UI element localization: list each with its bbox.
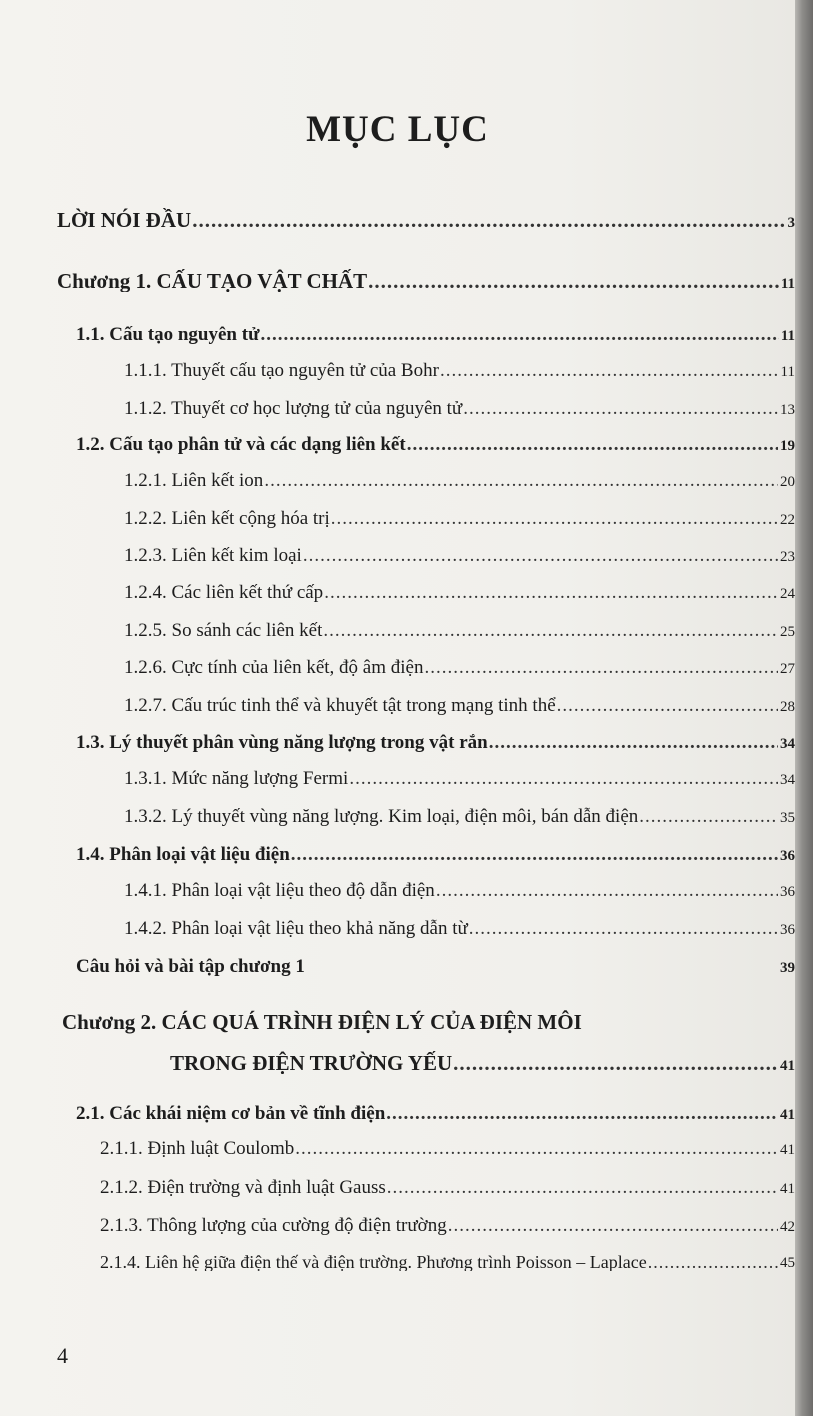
toc-entry bbox=[76, 314, 795, 344]
toc-leader bbox=[489, 733, 778, 752]
toc-entry bbox=[57, 262, 795, 292]
toc-entry-label: 1.4. Phân loại vật liệu điện bbox=[76, 844, 290, 864]
toc-entry-page: 23 bbox=[780, 549, 795, 565]
toc-entry bbox=[124, 388, 795, 418]
toc-entry-page: 11 bbox=[780, 276, 795, 292]
toc-leader bbox=[260, 325, 778, 344]
toc-entry-label: 2.1.2. Điện trường và định luật Gauss bbox=[100, 1177, 386, 1197]
toc-entry-label: 2.1.4. Liên hệ giữa điện thế và điện trường. Phương trình Poisson – Laplace bbox=[100, 1252, 647, 1271]
toc-leader bbox=[463, 399, 778, 418]
toc-entry-label: 1.4.2. Phân loại vật liệu theo khả năng dẫn từ bbox=[124, 918, 468, 938]
toc-entry bbox=[124, 796, 795, 826]
toc-entry-page: 24 bbox=[780, 586, 795, 602]
toc-entry-page: 36 bbox=[780, 884, 795, 900]
toc-leader bbox=[323, 621, 778, 640]
page-title: MỤC LỤC bbox=[306, 109, 489, 150]
toc-entry-page: 11 bbox=[780, 364, 795, 380]
toc-entry bbox=[76, 946, 795, 976]
toc-leader bbox=[386, 1104, 778, 1123]
toc-entry-page: 41 bbox=[780, 1181, 795, 1197]
toc-entry bbox=[76, 1093, 795, 1123]
toc-entry-label: 1.2. Cấu tạo phân tử và các dạng liên kết bbox=[76, 434, 406, 454]
toc-entry bbox=[100, 1128, 795, 1158]
toc-entry-page: 41 bbox=[780, 1107, 795, 1123]
toc-entry-page: 41 bbox=[780, 1142, 795, 1158]
toc-entry bbox=[124, 498, 795, 528]
toc-entry-label: 2.1.3. Thông lượng của cường độ điện trường bbox=[100, 1215, 447, 1235]
toc-leader bbox=[436, 881, 778, 900]
toc-entry bbox=[124, 610, 795, 640]
toc-entry-label: Chương 1. CẤU TẠO VẬT CHẤT bbox=[57, 269, 368, 292]
toc-entry bbox=[124, 758, 795, 788]
toc-entry-label: 1.3.1. Mức năng lượng Fermi bbox=[124, 768, 349, 788]
toc-entry-label: 1.3.2. Lý thuyết vùng năng lượng. Kim loại, điện môi, bán dẫn điện bbox=[124, 806, 639, 826]
toc-entry-page: 34 bbox=[780, 736, 795, 752]
toc-entry bbox=[57, 201, 795, 231]
toc-entry bbox=[124, 350, 795, 380]
toc-entry bbox=[100, 1167, 795, 1197]
toc-entry-page: 22 bbox=[780, 512, 795, 528]
toc-leader bbox=[349, 769, 778, 788]
toc-leader bbox=[453, 1053, 778, 1074]
toc-entry bbox=[100, 1205, 795, 1235]
toc-entry bbox=[124, 685, 795, 715]
toc-entry-page: 35 bbox=[780, 810, 795, 826]
toc-leader bbox=[648, 1253, 778, 1271]
page-number: 4 bbox=[57, 1343, 68, 1368]
toc-chapter-heading-line1: Chương 2. CÁC QUÁ TRÌNH ĐIỆN LÝ CỦA ĐIỆN MÔI bbox=[62, 1010, 582, 1034]
toc-entry-label: 1.1.1. Thuyết cấu tạo nguyên tử của Bohr bbox=[124, 360, 439, 380]
toc-entry-page: 39 bbox=[780, 960, 795, 976]
toc-entry-page: 20 bbox=[780, 474, 795, 490]
toc-entry bbox=[124, 908, 795, 938]
toc-leader bbox=[639, 807, 778, 826]
toc-leader bbox=[324, 583, 778, 602]
toc-entry-page: 36 bbox=[780, 922, 795, 938]
toc-leader bbox=[368, 271, 779, 292]
toc-leader bbox=[387, 1178, 778, 1197]
toc-entry-page: 42 bbox=[780, 1219, 795, 1235]
toc-leader bbox=[303, 546, 778, 565]
toc-entry bbox=[124, 647, 795, 677]
toc-entry-label: 1.2.4. Các liên kết thứ cấp bbox=[124, 582, 324, 602]
toc-entry-label: 1.3. Lý thuyết phân vùng năng lượng trong vật rắn bbox=[76, 732, 488, 752]
toc-leader bbox=[469, 919, 778, 938]
toc-entry bbox=[124, 870, 795, 900]
toc-entry-page: 41 bbox=[780, 1058, 795, 1074]
toc-entry bbox=[124, 572, 795, 602]
book-spine-shadow bbox=[795, 0, 813, 1416]
toc-entry-page: 19 bbox=[780, 438, 795, 454]
toc-leader bbox=[424, 658, 778, 677]
toc-entry-label: 1.2.6. Cực tính của liên kết, độ âm điện bbox=[124, 657, 424, 677]
toc-entry-page: 11 bbox=[780, 328, 795, 344]
toc-entry-label: 1.1.2. Thuyết cơ học lượng tử của nguyên tử bbox=[124, 398, 463, 418]
toc-entry-page: 3 bbox=[787, 215, 795, 231]
toc-entry bbox=[76, 834, 795, 864]
toc-entry bbox=[124, 535, 795, 565]
toc-entry-page: 34 bbox=[780, 772, 795, 788]
toc-entry-label: 1.2.3. Liên kết kim loại bbox=[124, 545, 302, 565]
toc-leader bbox=[557, 696, 778, 715]
toc-leader bbox=[264, 471, 778, 490]
toc-entry-label: Câu hỏi và bài tập chương 1 bbox=[76, 956, 305, 976]
toc-entry-label: 2.1. Các khái niệm cơ bản về tĩnh điện bbox=[76, 1103, 386, 1123]
toc-leader bbox=[291, 845, 778, 864]
toc-entry-page: 27 bbox=[780, 661, 795, 677]
toc-entry-page: 36 bbox=[780, 848, 795, 864]
toc-entry bbox=[124, 460, 795, 490]
toc-entry-page: 45 bbox=[780, 1255, 795, 1271]
toc-entry-label: 1.4.1. Phân loại vật liệu theo độ dẫn điện bbox=[124, 880, 435, 900]
toc-leader bbox=[331, 509, 778, 528]
toc-leader bbox=[440, 361, 779, 380]
toc-entry-label: TRONG ĐIỆN TRƯỜNG YẾU bbox=[170, 1051, 453, 1074]
toc-entry-page: 13 bbox=[780, 402, 795, 418]
toc-entry bbox=[170, 1044, 795, 1074]
toc-entry bbox=[100, 1241, 795, 1271]
toc-entry-label: 1.2.2. Liên kết cộng hóa trị bbox=[124, 508, 330, 528]
toc-entry-label: 1.2.5. So sánh các liên kết bbox=[124, 620, 323, 640]
toc-entry-page: 28 bbox=[780, 699, 795, 715]
toc-leader bbox=[407, 435, 778, 454]
toc-entry bbox=[76, 722, 795, 752]
toc-leader bbox=[295, 1139, 778, 1158]
toc-entry bbox=[76, 424, 795, 454]
toc-leader bbox=[192, 210, 785, 231]
toc-leader bbox=[448, 1216, 778, 1235]
toc-entry-page: 25 bbox=[780, 624, 795, 640]
toc-entry-label: 2.1.1. Định luật Coulomb bbox=[100, 1138, 295, 1158]
toc-entry-label: LỜI NÓI ĐẦU bbox=[57, 208, 192, 231]
toc-entry-label: 1.1. Cấu tạo nguyên tử bbox=[76, 324, 260, 344]
toc-entry-label: 1.2.1. Liên kết ion bbox=[124, 470, 264, 490]
toc-entry-label: 1.2.7. Cấu trúc tinh thể và khuyết tật trong mạng tinh thể bbox=[124, 695, 556, 715]
